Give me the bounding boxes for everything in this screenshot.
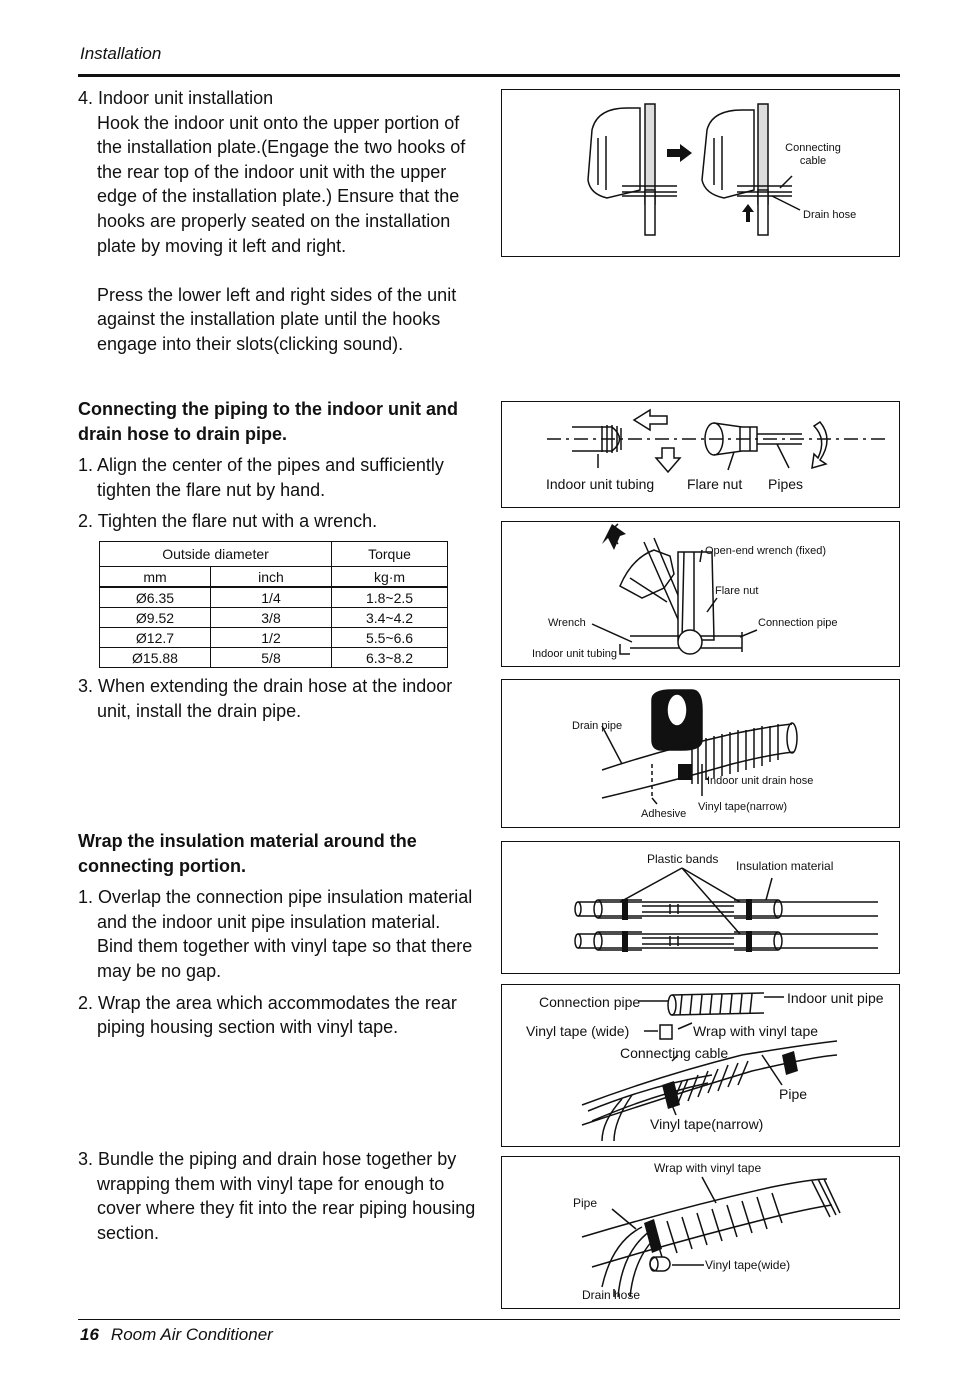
label-pipes: Pipes (768, 476, 804, 492)
step-1: 1. Overlap the connection pipe insulation material and the indoor unit pipe insulation material. Bind them together with vinyl tape so that there may be no gap. (78, 887, 473, 981)
label-vinyl-tape-wide: Vinyl tape (wide) (526, 1023, 630, 1039)
table-cell: 5/8 (211, 648, 332, 668)
label-wrap-with-vinyl-tape: Wrap with vinyl tape (654, 1161, 762, 1175)
wrench-illustration (502, 522, 899, 666)
label-open-end-wrench: Open-end wrench (fixed) (705, 545, 827, 557)
step-2: 2. Wrap the area which accommodates the rear piping housing section with vinyl tape. (78, 992, 457, 1038)
piping-section (78, 397, 478, 534)
table-cell: 3.4~4.2 (332, 608, 448, 628)
figure-align-pipes (501, 401, 900, 508)
label-vinyl-tape-wide: Vinyl tape(wide) (705, 1258, 791, 1272)
table-cell: Ø12.7 (100, 628, 211, 648)
table-cell: 1/2 (211, 628, 332, 648)
table-cell: Ø6.35 (100, 587, 211, 608)
header-rule (78, 74, 900, 77)
table-row (100, 587, 448, 608)
step-3: 3. Bundle the piping and drain hose together by wrapping them with vinyl tape for enough to cover where they fit into the rear piping housing section. (78, 1149, 476, 1243)
indoor-unit-illustration (502, 90, 899, 256)
table-row (100, 648, 448, 668)
table-cell: 3/8 (211, 608, 332, 628)
table-cell: Ø15.88 (100, 648, 211, 668)
figure-wrench-tightening (501, 521, 900, 667)
step-heading: 4. Indoor unit installation (78, 88, 274, 108)
figure-drain-pipe (501, 679, 900, 828)
label-vinyl-tape-narrow: Vinyl tape(narrow) (698, 801, 788, 813)
label-connecting-cable: Connecting cable (620, 1045, 729, 1061)
label-connection-pipe: Connection pipe (539, 994, 641, 1010)
section-heading: Wrap the insulation material around the connecting portion. (78, 831, 417, 876)
label-drain-hose: Drain hose (803, 209, 857, 221)
label-indoor-unit-tubing: Indoor unit tubing (532, 648, 618, 660)
table-row (100, 628, 448, 648)
label-connection-pipe: Connection pipe (758, 617, 838, 629)
step-2: 2. Tighten the flare nut with a wrench. (78, 511, 378, 532)
page-footer (80, 1325, 273, 1345)
figure-vinyl-tape-wrap (501, 984, 900, 1147)
step-3-block (78, 674, 478, 723)
table-cell: 5.5~6.6 (332, 628, 448, 648)
paragraph: Press the lower left and right sides of the unit against the installation plate until the hooks engage into their slots(clicking sound). (97, 284, 457, 354)
label-indoor-unit-tubing: Indoor unit tubing (546, 476, 655, 492)
label-plastic-bands: Plastic bands (647, 852, 719, 866)
label-adhesive: Adhesive (641, 808, 687, 820)
label-pipe: Pipe (779, 1086, 808, 1102)
footer-rule (78, 1319, 900, 1320)
label-insulation-material: Insulation material (736, 859, 834, 873)
table-cell: Ø9.52 (100, 608, 211, 628)
page-number: 16 (80, 1325, 99, 1344)
table-cell: 1.8~2.5 (332, 587, 448, 608)
label-flare-nut: Flare nut (687, 476, 743, 492)
label-connecting-cable: Connecting cable (785, 142, 841, 167)
bundle-illustration (502, 1157, 899, 1308)
figure-insulation-bands (501, 841, 900, 974)
indoor-unit-installation-section (78, 86, 478, 357)
footer-title: Room Air Conditioner (110, 1325, 273, 1344)
table-header: Outside diameter (100, 542, 332, 567)
label-wrap-with-vinyl-tape: Wrap with vinyl tape (693, 1023, 819, 1039)
table-header: Torque (332, 542, 448, 567)
step-3: 3. When extending the drain hose at the indoor unit, install the drain pipe. (78, 676, 453, 721)
table-unit: mm (100, 567, 211, 588)
figure-indoor-unit-hooking (501, 89, 900, 257)
label-vinyl-tape-narrow: Vinyl tape(narrow) (650, 1116, 764, 1132)
paragraph: Hook the indoor unit onto the upper portion of the installation plate.(Engage the two hooks of the rear top of the indoor unit with the upper edge of the installation plate.) Ensure that the hooks are properly seated on the installation plate by moving it left and right. (97, 112, 466, 256)
step-3-block (78, 1147, 478, 1245)
table-unit: inch (211, 567, 332, 588)
label-indoor-unit-drain-hose: Indoor unit drain hose (707, 775, 814, 787)
section-header: Installation (80, 44, 162, 63)
label-drain-hose: Drain hose (582, 1288, 641, 1302)
step-1: 1. Align the center of the pipes and sufficiently tighten the flare nut by hand. (78, 455, 444, 500)
label-indoor-unit-pipe: Indoor unit pipe (787, 990, 884, 1006)
table-cell: 1/4 (211, 587, 332, 608)
label-drain-pipe: Drain pipe (572, 720, 623, 732)
table-cell: 6.3~8.2 (332, 648, 448, 668)
figure-bundle-piping (501, 1156, 900, 1309)
label-wrench: Wrench (548, 617, 586, 629)
table-unit: kg·m (332, 567, 448, 588)
label-flare-nut: Flare nut (715, 585, 759, 597)
insulation-section (78, 829, 478, 1040)
torque-table (99, 541, 448, 668)
section-heading: Connecting the piping to the indoor unit and drain hose to drain pipe. (78, 399, 458, 444)
table-row (100, 608, 448, 628)
label-pipe: Pipe (573, 1196, 598, 1210)
